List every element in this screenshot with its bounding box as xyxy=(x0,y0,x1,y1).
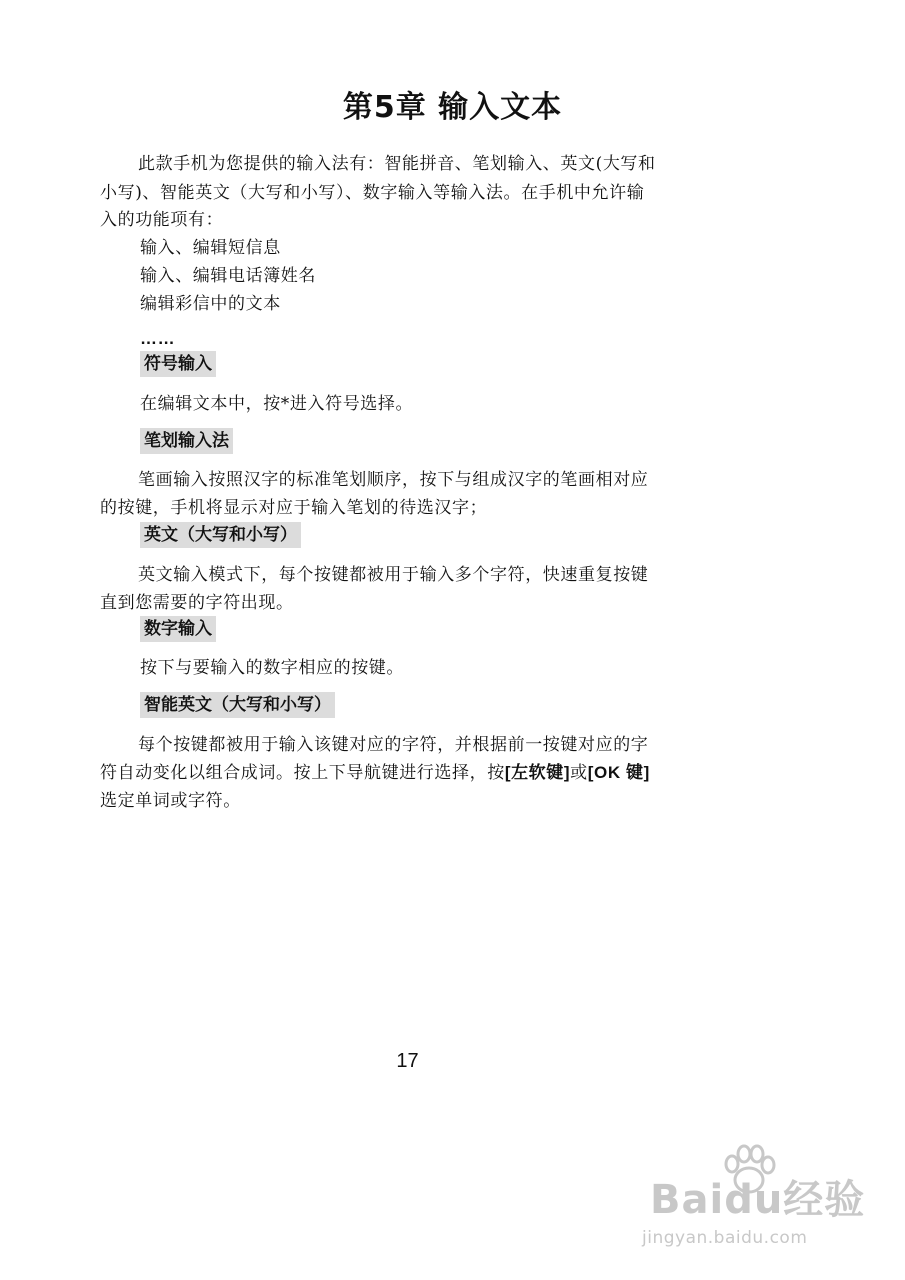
section-text-stroke-1: 笔画输入按照汉字的标准笔划顺序，按下与组成汉字的笔画相对应 xyxy=(138,470,649,490)
feature-item: 输入、编辑短信息 xyxy=(140,238,281,258)
section-text-smart-english-3: 选定单词或字符。 xyxy=(100,791,241,811)
watermark-logo: Baidu经验 xyxy=(650,1177,866,1223)
chapter-title: 第5章 输入文本 xyxy=(342,90,563,125)
feature-item: 输入、编辑电话簿姓名 xyxy=(140,266,316,286)
left-softkey-label: [左软键] xyxy=(504,763,571,782)
watermark-url: jingyan.baidu.com xyxy=(642,1228,808,1248)
ellipsis: …… xyxy=(140,329,176,348)
section-text-smart-english-1: 每个按键都被用于输入该键对应的字符，并根据前一按键对应的字 xyxy=(138,735,649,755)
section-heading-number: 数字输入 xyxy=(140,616,216,642)
text-span: 符自动变化以组合成词。按上下导航键进行选择，按 xyxy=(100,763,505,783)
section-heading-english: 英文（大写和小写） xyxy=(140,522,301,548)
section-text-english-2: 直到您需要的字符出现。 xyxy=(100,593,294,613)
section-text-stroke-2: 的按键，手机将显示对应于输入笔划的待选汉字； xyxy=(100,498,488,518)
section-heading-symbol: 符号输入 xyxy=(140,351,216,377)
intro-line-2: 小写)、智能英文（大写和小写）、数字输入等输入法。在手机中允许输 xyxy=(100,183,645,203)
section-text-symbol: 在编辑文本中，按*进入符号选择。 xyxy=(140,394,414,414)
ok-key-label: [OK 键] xyxy=(587,763,650,782)
section-text-number: 按下与要输入的数字相应的按键。 xyxy=(140,658,404,678)
page-number: 17 xyxy=(396,1050,419,1072)
watermark xyxy=(640,1140,870,1270)
section-heading-stroke: 笔划输入法 xyxy=(140,428,233,454)
text-span: 或 xyxy=(570,763,588,783)
section-text-english-1: 英文输入模式下，每个按键都被用于输入多个字符，快速重复按键 xyxy=(138,565,649,585)
feature-item: 编辑彩信中的文本 xyxy=(140,294,281,314)
intro-line-3: 入的功能项有： xyxy=(100,210,224,230)
section-heading-smart-english: 智能英文（大写和小写） xyxy=(140,692,335,718)
intro-line-1: 此款手机为您提供的输入法有：智能拼音、笔划输入、英文(大写和 xyxy=(138,154,656,174)
section-text-smart-english-2 xyxy=(100,759,715,787)
